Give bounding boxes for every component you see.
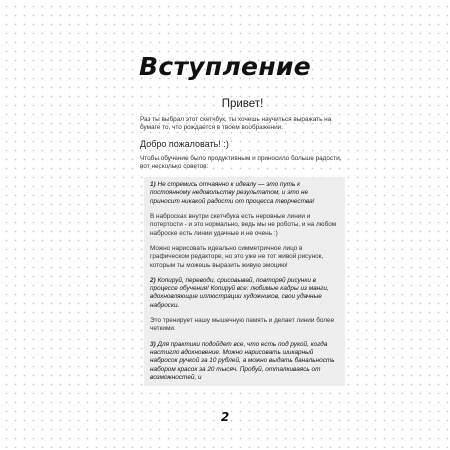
tips-box xyxy=(144,177,345,386)
lead-paragraph: Чтобы обучение было продуктивным и приносило больше радости, вот несколько советов: xyxy=(140,154,342,170)
tip-paragraph: Это тренирует нашу мышечную память и делает линии более четкими. xyxy=(150,317,335,333)
tip-paragraph: Можно нарисовать идеально симметричное лицо в графическом редакторе, но это уже не тот живой рисунок, которым ты можешь выразить живую эмоцию! xyxy=(150,244,324,269)
intro-paragraph: Раз ты выбрал этот скетчбук, ты хочешь научиться выражать на бумаге то, что рождается в твоем воображении. xyxy=(140,116,332,132)
text-column xyxy=(140,98,345,386)
tip-paragraph: 3) Для практики подойдет все, что есть под рукой, когда настигло вдохновение. Можно нарисовать шикарный набросок ручкой за 10 рублей, а можно выдать банальность набором красок за 20 тысяч. Пробуй, отталкиваясь от возможностей, и xyxy=(150,340,335,381)
page-title: Вступление xyxy=(139,52,311,81)
tip-paragraph: 1) Не стремись отчаянно к идеалу — это путь к постоянному недовольству результатом, и это не приносит никакой радости от процесса творчества! xyxy=(150,181,315,205)
page-number: 2 xyxy=(220,410,230,424)
greeting-heading: Привет! xyxy=(221,98,264,110)
tip-paragraph: 2) Копируй, переводи, срисовывай, повторяй рисунки в процессе обучения! Копируй все: любимые кадры из манги, вдохновляющие иллюстрации художников, свои удачные наброски. xyxy=(150,276,329,309)
tip-paragraph: В набросках внутри скетчбука есть неровные линии и потертости - и это нормально, ведь мы не роботы, и на любом наброске есть линии удачные и не очень :) xyxy=(150,213,337,237)
welcome-line: Добро пожаловать! :) xyxy=(140,138,229,149)
